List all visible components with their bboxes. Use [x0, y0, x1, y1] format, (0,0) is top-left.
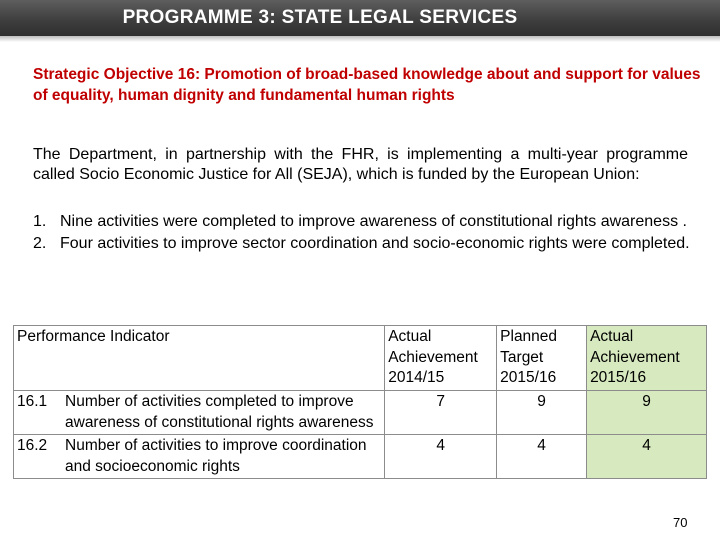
indicator-cell [14, 391, 385, 435]
indicator-id: 16.2 [17, 437, 48, 454]
indicator-text: Number of activities to improve coordination and socioeconomic rights [65, 437, 367, 475]
planned-2015-16-cell: 9 [497, 391, 587, 435]
planned-2015-16-cell: 4 [497, 435, 587, 479]
header-actual-2014-15: Actual Achievement 2014/15 [385, 326, 497, 391]
list-number: 1. [33, 213, 47, 230]
intro-paragraph: The Department, in partnership with the FHR, is implementing a multi-year programme called Socio Economic Justice for All (SEJA), which is funded by the European Union: [33, 146, 688, 183]
actual-2015-16-cell: 4 [587, 435, 707, 479]
table-row [14, 435, 707, 479]
page-number: 70 [673, 515, 688, 530]
list-item [33, 212, 693, 232]
performance-table [13, 325, 707, 479]
actual-2014-15-cell: 4 [385, 435, 497, 479]
indicator-cell [14, 435, 385, 479]
list-text: Four activities to improve sector coordination and socio-economic rights were completed. [60, 235, 690, 252]
table-row [14, 391, 707, 435]
header-indicator: Performance Indicator [14, 326, 385, 391]
actual-2014-15-cell: 7 [385, 391, 497, 435]
indicator-id: 16.1 [17, 393, 48, 410]
list-text: Nine activities were completed to improve awareness of constitutional rights awareness . [60, 213, 687, 230]
header-actual-2015-16: Actual Achievement 2015/16 [587, 326, 707, 391]
actual-2015-16-cell: 9 [587, 391, 707, 435]
page-title: PROGRAMME 3: STATE LEGAL SERVICES [122, 7, 518, 28]
title-bar [0, 0, 720, 36]
title-shadow [0, 36, 720, 42]
table-header-row [14, 326, 707, 391]
header-planned-2015-16: Planned Target 2015/16 [497, 326, 587, 391]
list-number: 2. [33, 235, 47, 252]
list-item [33, 234, 693, 254]
indicator-text: Number of activities completed to improve awareness of constitutional rights awareness [65, 393, 374, 431]
strategic-objective: Strategic Objective 16: Promotion of broad-based knowledge about and support for values of equality, human dignity and fundamental human rights [33, 66, 701, 104]
activity-list [33, 212, 693, 256]
